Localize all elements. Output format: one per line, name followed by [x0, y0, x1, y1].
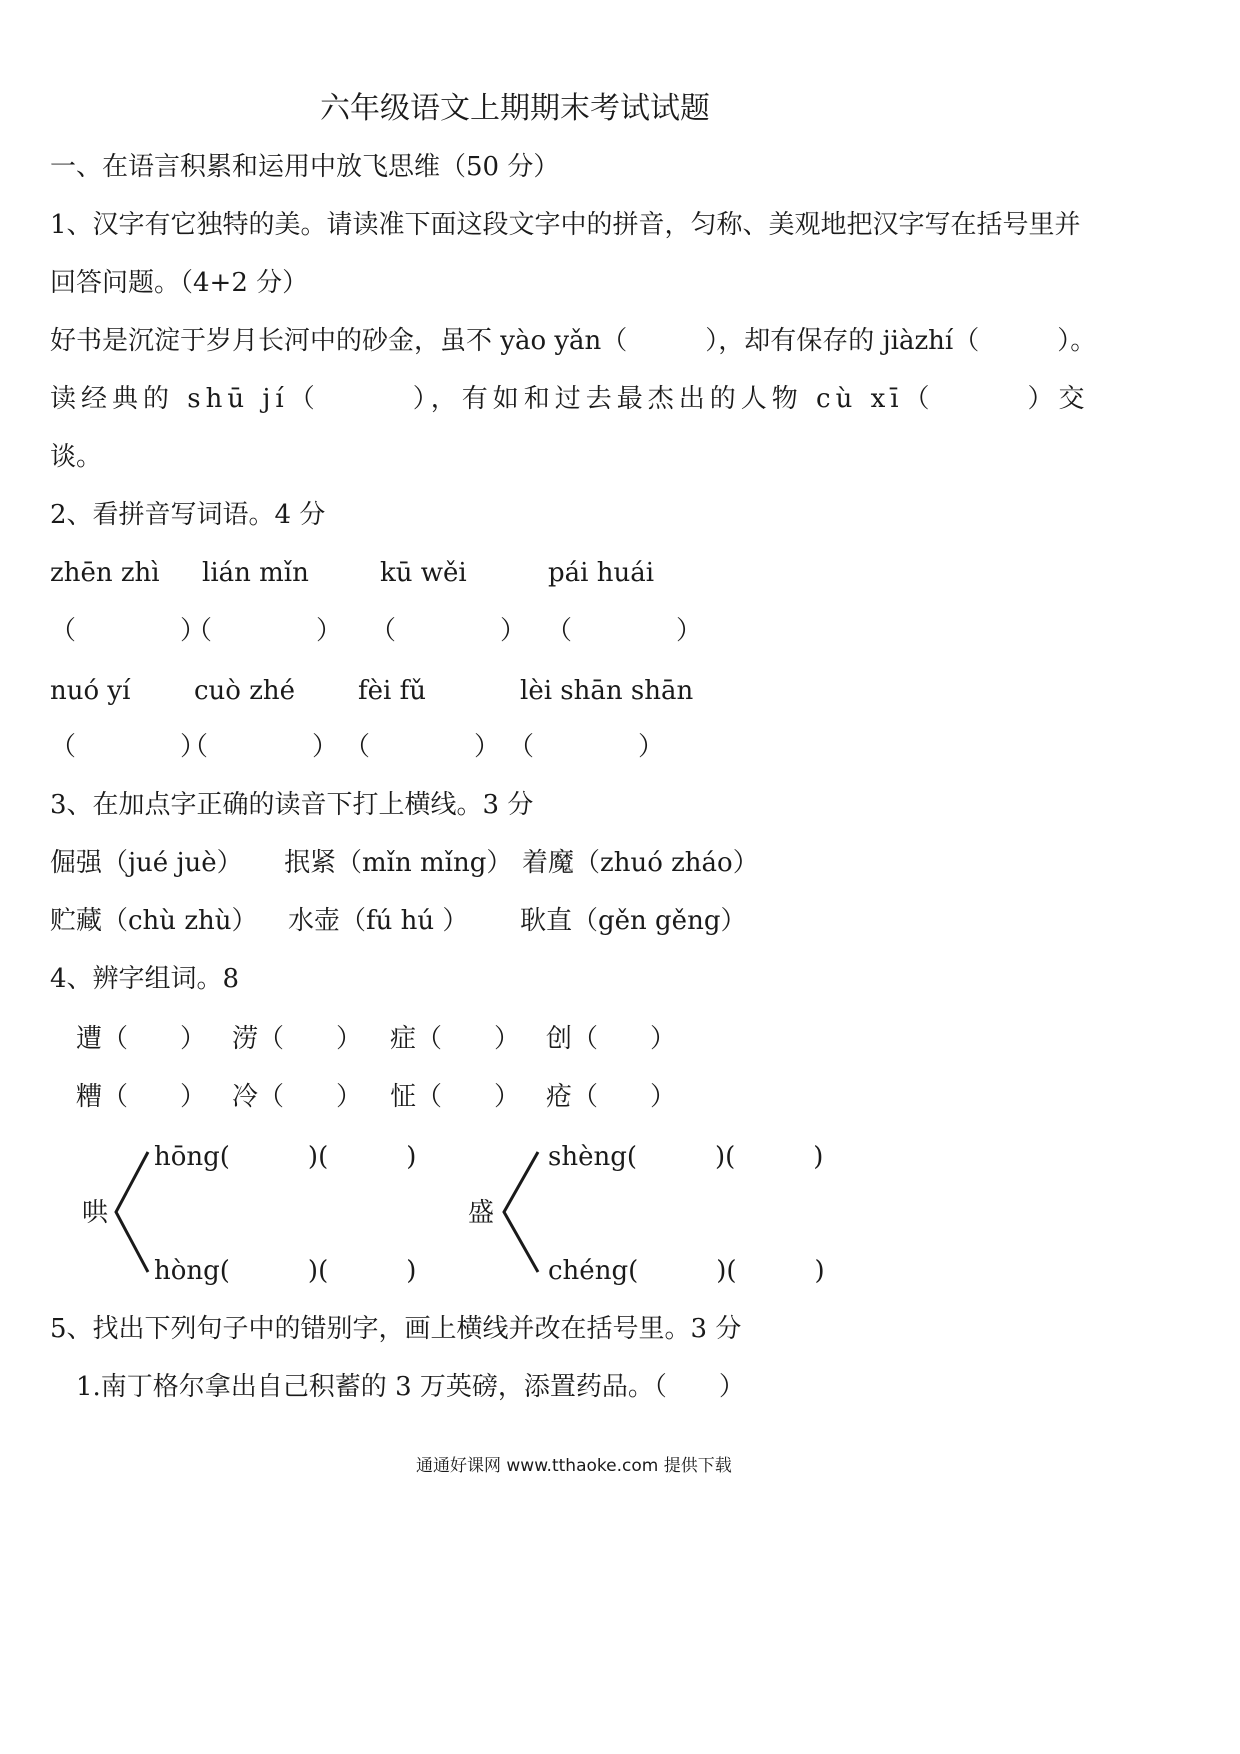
word-item[interactable]: 涝（ ）	[232, 1024, 363, 1054]
polyphone-char: 哄	[82, 1198, 109, 1228]
q1-line2: 回答问题。（4+2 分）	[50, 268, 309, 298]
word-item[interactable]: 症（ ）	[390, 1024, 521, 1054]
polyphone-reading[interactable]: shèng( )( )	[548, 1142, 824, 1172]
q3-heading: 3、在加点字正确的读音下打上横线。3 分	[50, 790, 534, 820]
footer: 通通好课网 www.tthaoke.com 提供下载	[416, 1456, 732, 1476]
bracket-icon	[112, 1148, 152, 1278]
pinyin-item: kū wěi	[380, 558, 467, 588]
word-item[interactable]: 冷（ ）	[232, 1082, 363, 1112]
polyphone-reading[interactable]: hōng( )( )	[154, 1142, 417, 1172]
q2-heading: 2、看拼音写词语。4 分	[50, 500, 326, 530]
polyphone-reading[interactable]: hòng( )( )	[154, 1256, 417, 1286]
reading-item[interactable]: 水壶（fú hú ）	[288, 906, 469, 936]
pinyin-item: zhēn zhì	[50, 558, 160, 588]
answer-paren[interactable]: （ ）	[344, 732, 501, 762]
q4-heading: 4、辨字组词。8	[50, 964, 240, 994]
q1-line3: 好书是沉淀于岁月长河中的砂金，虽不 yào yǎn（ ），却有保存的 jiàzhí（ ）。	[50, 326, 1097, 356]
page-title: 六年级语文上期期末考试试题	[320, 91, 710, 126]
q1-line5: 谈。	[50, 442, 103, 472]
section-heading: 一、在语言积累和运用中放飞思维（50 分）	[50, 152, 560, 182]
word-item[interactable]: 疮（ ）	[546, 1082, 677, 1112]
pinyin-item: nuó yí	[50, 676, 131, 706]
word-item[interactable]: 怔（ ）	[390, 1082, 521, 1112]
bracket-icon	[500, 1148, 540, 1278]
answer-paren[interactable]: （ ）	[508, 732, 665, 762]
reading-item[interactable]: 倔强（jué juè）	[50, 848, 243, 878]
reading-item[interactable]: 抿紧（mǐn mǐng）	[284, 848, 513, 878]
answer-paren[interactable]: （ ）	[182, 732, 339, 762]
word-item[interactable]: 糟（ ）	[76, 1082, 207, 1112]
answer-paren[interactable]: （ ）	[546, 616, 703, 646]
pinyin-item: lián mǐn	[202, 558, 309, 588]
reading-item[interactable]: 耿直（gěn gěng）	[520, 906, 747, 936]
q1-line1: 1、汉字有它独特的美。请读准下面这段文字中的拼音，匀称、美观地把汉字写在括号里并	[50, 210, 1081, 240]
answer-paren[interactable]: （ ）	[186, 616, 343, 646]
q1-line4: 读经典的 shū jí（ ），有如和过去最杰出的人物 cù xī（ ）交	[50, 384, 1090, 414]
answer-paren[interactable]: （ ）	[370, 616, 527, 646]
polyphone-reading[interactable]: chéng( )( )	[548, 1256, 825, 1286]
reading-item[interactable]: 着魔（zhuó zháo）	[522, 848, 759, 878]
q5-heading: 5、找出下列句子中的错别字，画上横线并改在括号里。3 分	[50, 1314, 742, 1344]
answer-paren[interactable]: （ ）	[50, 616, 207, 646]
word-item[interactable]: 创（ ）	[546, 1024, 677, 1054]
pinyin-item: fèi fǔ	[358, 676, 426, 706]
q5-sentence[interactable]: 1.南丁格尔拿出自己积蓄的 3 万英磅，添置药品。（ ）	[76, 1372, 745, 1402]
word-item[interactable]: 遭（ ）	[76, 1024, 207, 1054]
pinyin-item: pái huái	[548, 558, 655, 588]
pinyin-item: cuò zhé	[194, 676, 296, 706]
polyphone-char: 盛	[468, 1198, 495, 1228]
answer-paren[interactable]: （ ）	[50, 732, 207, 762]
pinyin-item: lèi shān shān	[520, 676, 694, 706]
reading-item[interactable]: 贮藏（chù zhù）	[50, 906, 258, 936]
